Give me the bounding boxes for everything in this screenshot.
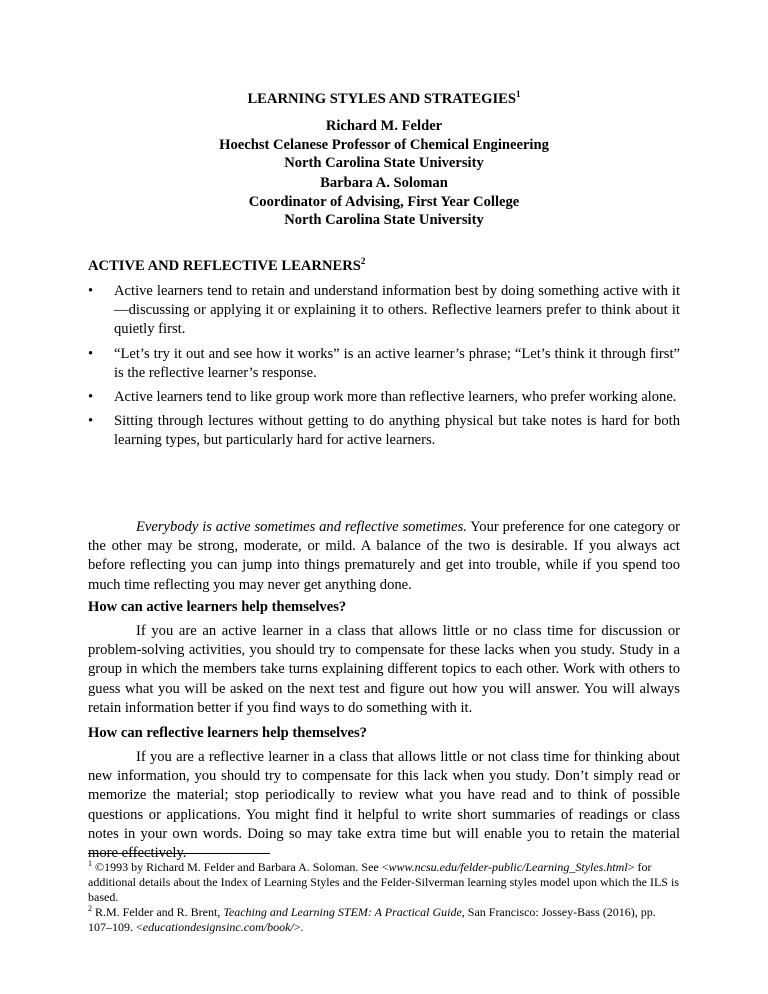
footnote-text: > for additional details about the Index of Learning Styles and the Felder-Silverman learning styles model upon which the ILS is based. bbox=[88, 860, 679, 904]
footnote-ref-2[interactable]: 2 bbox=[360, 256, 366, 267]
footnote-ref-1[interactable]: 1 bbox=[516, 89, 521, 100]
author-block-felder bbox=[88, 117, 680, 173]
subsection-body-active bbox=[88, 622, 680, 718]
bullet-icon: • bbox=[88, 413, 94, 430]
author-affiliation: North Carolina State University bbox=[284, 155, 484, 171]
footnote-link[interactable]: educationdesignsinc.com/book/ bbox=[142, 920, 294, 934]
bullet-text: Active learners tend to like group work more than reflective learners, who prefer working alone. bbox=[114, 389, 677, 406]
section-heading-text: ACTIVE AND REFLECTIVE LEARNERS bbox=[88, 258, 361, 274]
author-position: Coordinator of Advising, First Year College bbox=[248, 193, 520, 210]
footnote-divider bbox=[88, 853, 270, 854]
subsection-heading-active: How can active learners help themselves? bbox=[88, 599, 347, 615]
bullet-icon: • bbox=[88, 389, 94, 406]
document-title bbox=[88, 90, 680, 109]
author-position: Hoechst Celanese Professor of Chemical Engineering bbox=[219, 136, 549, 153]
bullet-item bbox=[88, 388, 680, 407]
footnotes bbox=[88, 860, 680, 935]
document-title-text: LEARNING STYLES AND STRATEGIES bbox=[247, 91, 517, 107]
author-name: Richard M. Felder bbox=[325, 118, 443, 134]
footnote-text: ©1993 by Richard M. Felder and Barbara A. Soloman. See < bbox=[92, 860, 389, 874]
bullet-text: Active learners tend to retain and understand information best by doing something active with it—discussing or applying it or explaining it to others. Reflective learners prefer to think about it quietly first. bbox=[114, 283, 680, 338]
footnote-mark: 2 bbox=[88, 904, 92, 913]
intro-paragraph bbox=[88, 518, 680, 595]
author-affiliation: North Carolina State University bbox=[284, 212, 484, 228]
footnote-1 bbox=[88, 860, 680, 905]
author-name: Barbara A. Soloman bbox=[320, 175, 448, 191]
author-block-soloman bbox=[88, 174, 680, 230]
footnote-book-title: Teaching and Learning STEM: A Practical Guide, bbox=[223, 905, 465, 919]
intro-body: Your preference for one category or the other may be strong, moderate, or mild. A balance of the two is desirable. If you always act before reflecting you can jump into things prematurely and get into trouble, while if you spend too much time reflecting you may never get anything done. bbox=[88, 519, 680, 593]
footnote-mark: 1 bbox=[88, 859, 92, 868]
bullet-list bbox=[88, 282, 680, 456]
subsection-heading-reflective: How can reflective learners help themselves? bbox=[88, 725, 367, 741]
subsection-body-text: If you are an active learner in a class that allows little or no class time for discussion or problem-solving activities, you should try to compensate for these lacks when you study. Study in a group in which the members take turns explaining different topics to each other. Work with others to guess what you will be asked on the next test and figure out how you will answer. You will always retain information better if you find ways to do something with it. bbox=[88, 623, 680, 716]
footnote-text: San Francisco: Jossey-Bass (2016), pp. 107–109. < bbox=[88, 905, 656, 934]
bullet-item bbox=[88, 412, 680, 450]
intro-emphasis: Everybody is active sometimes and reflective sometimes. bbox=[136, 519, 467, 535]
bullet-icon: • bbox=[88, 283, 94, 299]
section-heading bbox=[88, 257, 365, 276]
bullet-icon: • bbox=[88, 345, 94, 362]
bullet-text: “Let’s try it out and see how it works” is an active learner’s phrase; “Let’s think it through first” is the reflective learner’s response. bbox=[114, 345, 680, 381]
footnote-2 bbox=[88, 905, 680, 935]
bullet-item bbox=[88, 345, 680, 383]
footnote-text: >. bbox=[293, 920, 304, 934]
bullet-text: Sitting through lectures without getting to do anything physical but take notes is hard for both learning types, but particularly hard for active learners. bbox=[114, 413, 680, 449]
subsection-body-reflective bbox=[88, 748, 680, 863]
subsection-body-text: If you are a reflective learner in a class that allows little or not class time for thinking about new information, you should try to compensate for this lack when you study. Don’t simply read or memorize the material; stop periodically to review what you have read and to think of possible questions or applications. You might find it helpful to write short summaries of readings or class notes in your own words. Doing so may take extra time but will enable you to retain the material more effectively. bbox=[88, 749, 680, 862]
footnote-text: R.M. Felder and R. Brent, bbox=[92, 905, 224, 919]
bullet-item bbox=[88, 282, 680, 340]
footnote-link[interactable]: www.ncsu.edu/felder-public/Learning_Styles.html bbox=[388, 860, 628, 874]
